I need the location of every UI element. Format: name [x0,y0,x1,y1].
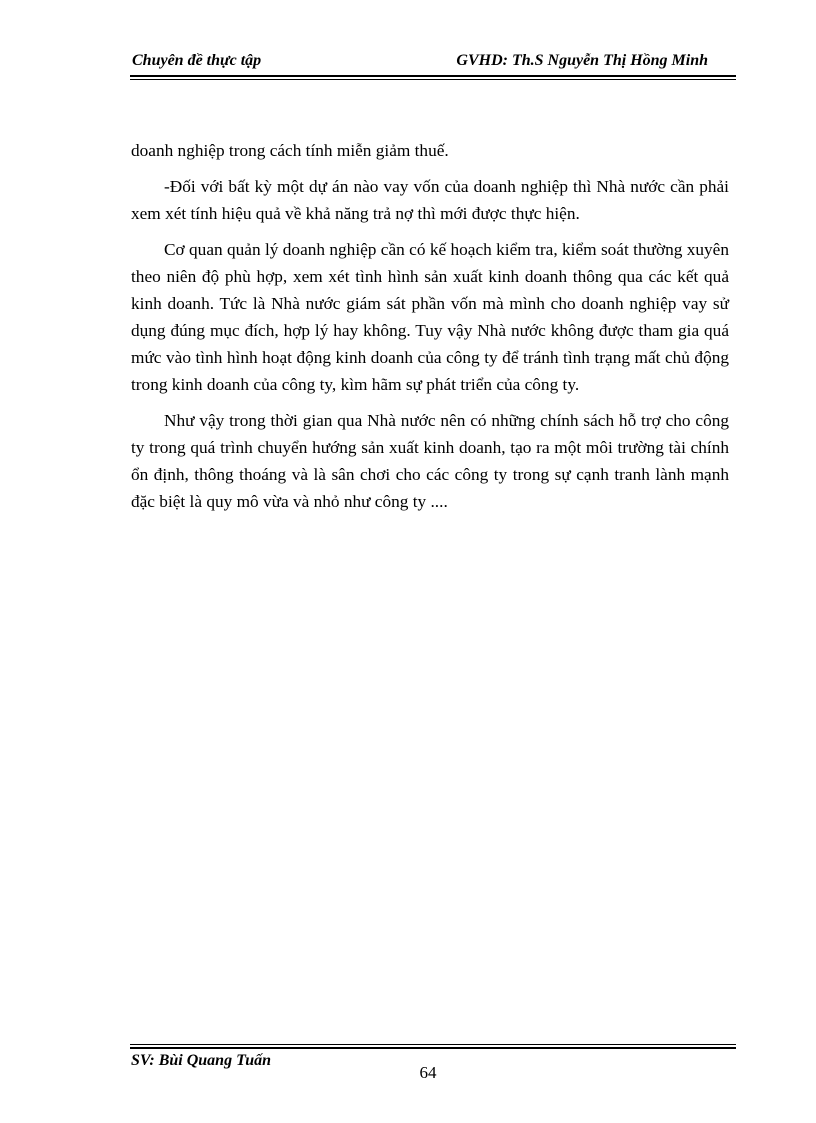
paragraph: -Đối với bất kỳ một dự án nào vay vốn của doanh nghiệp thì Nhà nước cần phải xem xét tính hiệu quả về khả năng trả nợ thì mới được thực hiện. [131,177,729,223]
paragraph: Như vậy trong thời gian qua Nhà nước nên có những chính sách hỗ trợ cho công ty trong quá trình chuyển hướng sản xuất kinh doanh, tạo ra một môi trường tài chính ổn định, thông thoáng và là sân chơi cho các công ty trong sự cạnh tranh lành mạnh đặc biệt là quy mô vừa và nhỏ như công ty .... [131,411,729,511]
paragraph-continued: doanh nghiệp trong cách tính miễn giảm thuế. [131,141,449,160]
footer-student: SV: Bùi Quang Tuấn [131,1052,272,1069]
footer-rule [130,1047,736,1049]
header-advisor: GVHD: Th.S Nguyễn Thị Hồng Minh [456,52,708,69]
header-rule-thin [130,79,736,80]
page-body [131,137,729,524]
paragraph: Cơ quan quản lý doanh nghiệp cần có kế hoạch kiểm tra, kiểm soát thường xuyên theo niên độ phù hợp, xem xét tình hình sản xuất kinh doanh thông qua các kết quả kinh doanh. Tức là Nhà nước giám sát phần vốn mà mình cho doanh nghiệp vay sử dụng đúng mục đích, hợp lý hay không. Tuy vậy Nhà nước không được tham gia quá mức vào tình hình hoạt động kinh doanh của công ty để tránh tình trạng mất chủ động trong kinh doanh của công ty, kìm hãm sự phát triển của công ty. [131,240,729,394]
page-header [130,52,736,74]
page-number: 64 [419,1063,437,1082]
footer-rule-thin [130,1044,736,1045]
header-title: Chuyên đề thực tập [132,52,262,69]
header-rule [130,75,736,77]
